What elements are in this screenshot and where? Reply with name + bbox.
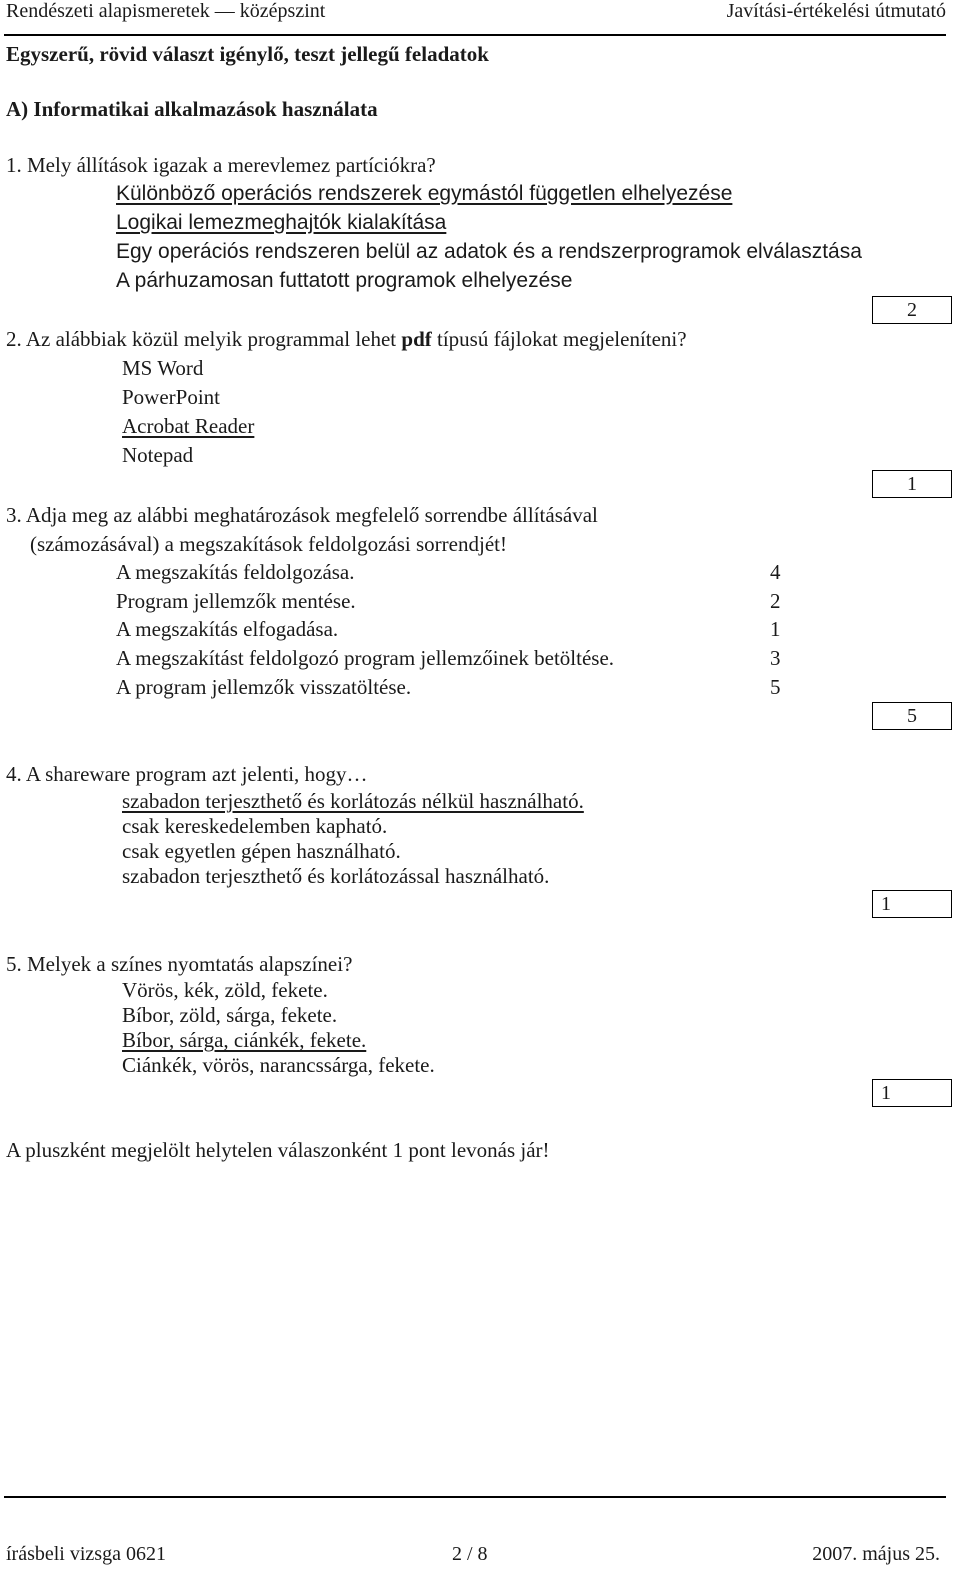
q5-score-box: 1: [872, 1079, 952, 1107]
footer-rule: [4, 1496, 946, 1498]
section-title: Egyszerű, rövid választ igénylő, teszt jellegű feladatok: [6, 42, 489, 66]
q2-question-after: típusú fájlokat megjeleníteni?: [431, 327, 687, 351]
footer-date: 2007. május 25.: [812, 1543, 940, 1565]
q2-question-before: 2. Az alábbiak közül melyik programmal lehet: [6, 327, 402, 351]
q1-option-3: Egy operációs rendszeren belül az adatok és a rendszerprogramok elválasztása: [116, 240, 862, 263]
q4-option-4: szabadon terjeszthető és korlátozással használható.: [122, 864, 550, 888]
q1-score-box: 2: [872, 296, 952, 324]
q4-score-box: 1: [872, 890, 952, 918]
q2-score-box: 1: [872, 470, 952, 498]
q3-row-2-text: Program jellemzők mentése.: [116, 589, 356, 613]
q3-score-box: 5: [872, 702, 952, 730]
q2-option-4: Notepad: [122, 443, 194, 467]
q3-row-4-num: 3: [770, 646, 781, 670]
q2-question: [6, 327, 687, 352]
q3-row-3-text: A megszakítás elfogadása.: [116, 617, 339, 641]
q3-row-2-num: 2: [770, 589, 781, 613]
penalty-note: A pluszként megjelölt helytelen válaszonként 1 pont levonás jár!: [6, 1138, 550, 1162]
q2-question-bold: pdf: [401, 327, 432, 351]
q1-question: 1. Mely állítások igazak a merevlemez partíciókra?: [6, 153, 436, 177]
q3-row-5-text: A program jellemzők visszatöltése.: [116, 675, 412, 699]
q5-question: 5. Melyek a színes nyomtatás alapszínei?: [6, 952, 353, 976]
q1-option-4: A párhuzamosan futtatott programok elhelyezése: [116, 269, 573, 292]
q3-row-1-num: 4: [770, 560, 781, 584]
q3-row-5-num: 5: [770, 675, 781, 699]
subsection-title: A) Informatikai alkalmazások használata: [6, 97, 378, 121]
q4-option-2: csak kereskedelemben kapható.: [122, 814, 388, 838]
header-right: Javítási-értékelési útmutató: [726, 0, 946, 22]
q5-option-2: Bíbor, zöld, sárga, fekete.: [122, 1003, 338, 1027]
q3-row-3-num: 1: [770, 617, 781, 641]
q2-option-1: MS Word: [122, 356, 204, 380]
q3-question-line2: (számozásával) a megszakítások feldolgozási sorrendjét!: [30, 532, 507, 556]
q4-question: 4. A shareware program azt jelenti, hogy…: [6, 762, 368, 786]
q4-option-3: csak egyetlen gépen használható.: [122, 839, 401, 863]
header-left: Rendészeti alapismeretek — középszint: [6, 0, 326, 22]
q5-option-1: Vörös, kék, zöld, fekete.: [122, 978, 328, 1002]
q1-option-1: Különböző operációs rendszerek egymástól független elhelyezése: [116, 182, 733, 205]
q2-option-3: Acrobat Reader: [122, 414, 255, 438]
q3-row-1-text: A megszakítás feldolgozása.: [116, 560, 355, 584]
q3-row-4-text: A megszakítást feldolgozó program jellemzőinek betöltése.: [116, 646, 615, 670]
q3-question-line1: 3. Adja meg az alábbi meghatározások megfelelő sorrendbe állításával: [6, 503, 598, 527]
q5-option-3: Bíbor, sárga, ciánkék, fekete.: [122, 1028, 367, 1052]
footer-left: írásbeli vizsga 0621: [6, 1543, 166, 1565]
q4-option-1: szabadon terjeszthető és korlátozás nélkül használható.: [122, 789, 584, 813]
footer-page-number: 2 / 8: [452, 1543, 488, 1565]
q2-option-2: PowerPoint: [122, 385, 221, 409]
header-rule: [4, 34, 946, 36]
q1-option-2: Logikai lemezmeghajtók kialakítása: [116, 211, 447, 234]
q5-option-4: Ciánkék, vörös, narancssárga, fekete.: [122, 1053, 435, 1077]
